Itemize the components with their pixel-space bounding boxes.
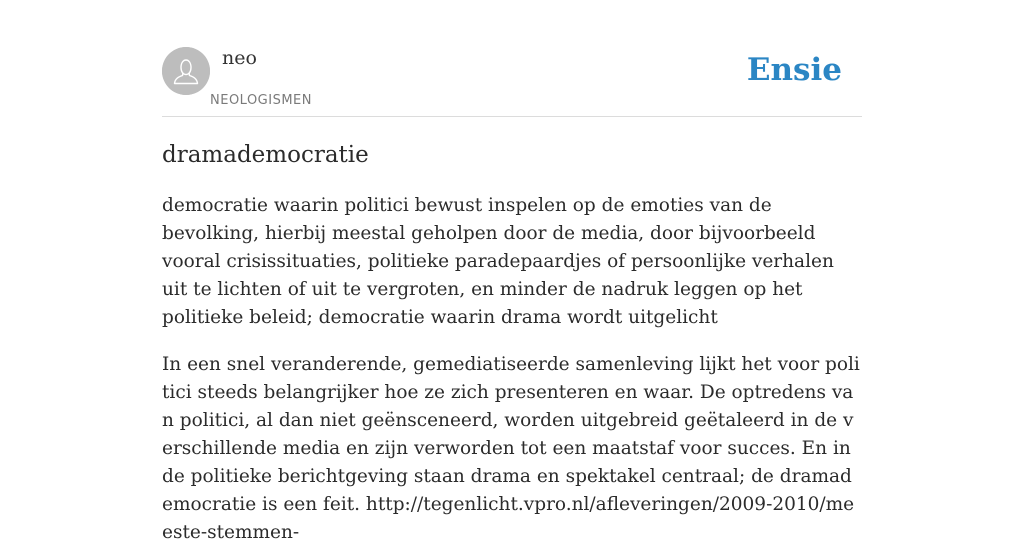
- user-silhouette-icon: [162, 47, 210, 95]
- collection-label[interactable]: NEOLOGISMEN: [210, 93, 312, 108]
- entry-example: In een snel veranderende, gemediatiseerde samenleving lijkt het voor politici steeds belangrijker hoe ze zich presenteren en waar. De optredens van politici, al dan niet geënsceneerd, worden uitgebreid geëtaleerd in de verschillende media en zijn verworden tot een maatstaf voor succes. En in de politieke berichtgeving staan drama en spektakel centraal; de dramademocratie is een feit. http://tegenlicht.vpro.nl/afleveringen/2009-2010/meeste-stemmen-: [162, 354, 860, 543]
- entry-header: [162, 0, 862, 117]
- entry-definition: democratie waarin politici bewust inspelen op de emoties van de bevolking, hierbij meestal geholpen door de media, door bijvoorbeeld vooral crisissituaties, politieke paradepaardjes of persoonlijke verhalen uit te lichten of uit te vergroten, en minder de nadruk leggen op het politieke beleid; democratie waarin drama wordt uitgelicht: [162, 195, 834, 328]
- entry-card: [162, 0, 862, 543]
- author-avatar[interactable]: [162, 47, 210, 95]
- author-name[interactable]: neo: [222, 47, 257, 69]
- entry-term: dramademocratie: [162, 142, 369, 168]
- brand-logo[interactable]: Ensie: [746, 52, 842, 88]
